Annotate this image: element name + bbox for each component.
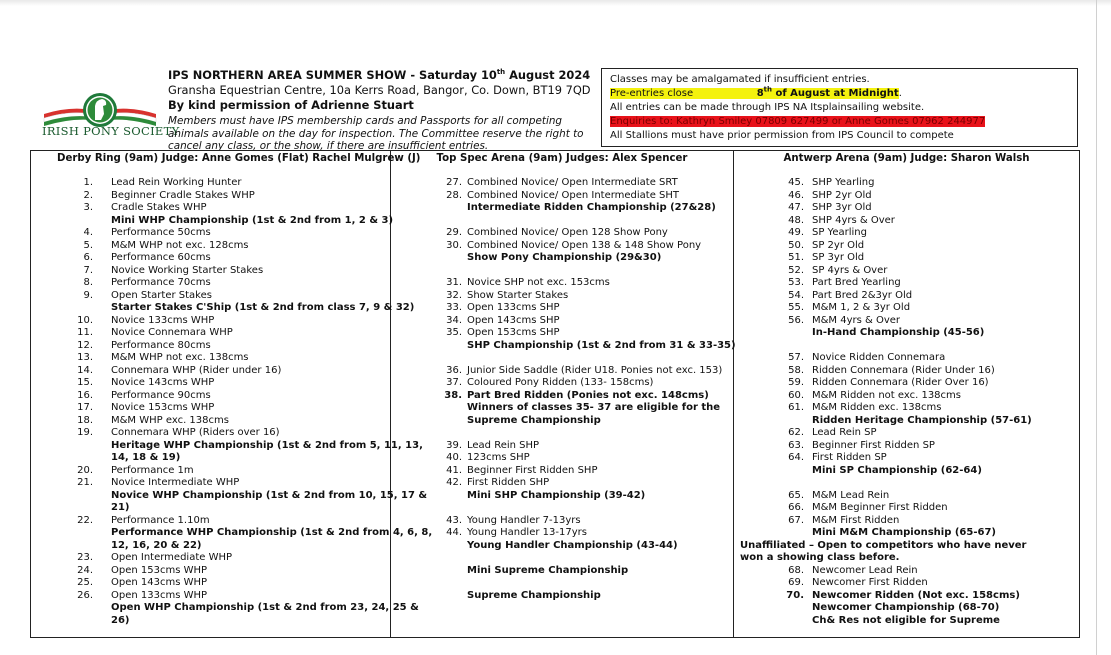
class-row [31,552,390,565]
amalgamation-note: Classes may be amalgamated if insufficient entries. [610,74,870,85]
class-number: 19. [77,427,93,438]
class-number: 22. [77,514,93,526]
class-number: 32. [446,289,462,301]
championship-row [391,339,736,353]
class-row [31,340,390,353]
championship-name: Performance WHP Championship (1st & 2nd from 4, 6, 8, [111,527,433,538]
championship-row [391,565,733,578]
class-row [31,315,390,328]
class-name: Newcomer First Ridden [812,577,928,588]
class-row [734,565,1079,578]
class-row [31,390,390,403]
class-number: 54. [788,289,804,301]
class-name: Lead Rein SHP [467,439,540,451]
class-name: Connemara WHP (Riders over 16) [111,427,280,438]
stallions-note: All Stallions must have prior permission from IPS Council to compete [610,130,954,141]
class-row [31,327,390,340]
class-number: 7. [83,264,93,276]
championship-row [391,402,733,415]
championship-row [391,202,733,215]
class-number: 51. [788,252,804,263]
class-name: Lead Rein SP [812,427,877,438]
class-name: Part Bred Ridden (Ponies not exc. 148cms) [467,389,709,401]
championship-name: Mini Supreme Championship [467,564,629,576]
class-number: 4. [83,227,93,238]
class-row [734,365,1079,378]
antwerp-arena-heading: Antwerp Arena (9am) Judge: Sharon Walsh [783,153,1030,164]
class-name: Performance 50cms [111,227,211,238]
class-row [734,377,1079,390]
class-number: 15. [77,377,93,388]
class-row [391,477,733,490]
class-row [734,302,1079,315]
class-row [734,502,1079,515]
championship-row [734,527,1079,540]
class-name: Combined Novice/ Open 128 Show Pony [467,227,668,238]
class-name: Combined Novice/ Open Intermediate SHT [467,189,680,201]
pre-entries-line: Pre-entries close 8th of August at Midnight. [610,85,902,99]
class-row [31,202,390,215]
class-name: SHP Yearling [812,177,875,188]
class-row [31,565,390,578]
class-number: 55. [788,302,804,313]
championship-row [31,439,423,453]
class-row [734,490,1079,503]
championship-row [31,602,419,615]
class-name: Performance 1m [111,464,194,476]
class-number: 11. [77,327,93,338]
class-row [391,515,733,528]
championship-name: Intermediate Ridden Championship (27&28) [467,202,716,213]
class-name: 123cms SHP [467,452,530,463]
spacer [391,502,733,515]
spacer [391,265,733,278]
class-row [734,290,1079,303]
class-number: 63. [788,439,804,451]
championship-name: Newcomer Championship (68-70) [812,602,1000,613]
class-name: SP 3yr Old [812,252,865,263]
class-row [31,427,390,440]
class-row [31,352,390,365]
class-row [734,190,1079,203]
class-name: Novice Ridden Connemara [812,352,946,363]
class-name: SHP 4yrs & Over [812,214,895,226]
class-number: 36. [446,364,462,376]
class-name: SP Yearling [812,227,867,238]
championship-name: Supreme Championship [467,414,601,426]
class-row [391,377,733,390]
class-row [734,265,1079,278]
championship-row [391,490,733,503]
class-number: 2. [83,189,93,201]
class-name: SHP 3yr Old [812,202,872,213]
championship-name: 12, 16, 20 & 22) [111,539,202,551]
class-row [391,277,733,290]
class-row [734,315,1079,328]
championship-row [31,489,428,503]
class-name: M&M WHP exc. 138cms [111,414,229,426]
top-spec-arena-column [391,151,734,637]
championship-name: Mini SHP Championship (39-42) [467,489,646,501]
class-row [31,590,390,603]
class-name: Part Bred 2&3yr Old [812,289,913,301]
show-title: IPS NORTHERN AREA SUMMER SHOW - Saturday 10th August 2024 [168,68,591,82]
show-address: Gransha Equestrian Centre, 10a Kerrs Road, Bangor, Co. Down, BT19 7QD [168,83,591,97]
class-name: Open 143cms WHP [111,577,208,588]
class-name: Connemara WHP (Rider under 16) [111,364,282,376]
championship-row [734,602,1079,615]
championship-name: SHP Championship (1st & 2nd from 31 & 33-35) [467,339,736,351]
class-number: 31. [446,277,462,288]
class-name: Combined Novice/ Open Intermediate SRT [467,177,678,188]
class-number: 16. [77,389,93,401]
class-number: 34. [446,314,462,326]
class-number: 24. [77,564,93,576]
class-row [31,465,390,478]
class-name: Novice Connemara WHP [111,327,233,338]
championship-name: Young Handler Championship (43-44) [467,539,678,551]
class-name: SP 4yrs & Over [812,264,888,276]
class-name: Ridden Connemara (Rider Over 16) [812,377,989,388]
class-row [391,240,733,253]
class-name: Open Intermediate WHP [111,552,233,563]
class-row [391,302,733,315]
class-row [391,290,733,303]
class-name: M&M Ridden not exc. 138cms [812,389,961,401]
derby-ring-column [31,151,433,637]
class-row [31,240,390,253]
class-row [734,352,1079,365]
class-name: Open 153cms WHP [111,564,208,576]
class-number: 66. [788,502,804,513]
championship-name: Supreme Championship [467,589,601,601]
class-row [391,452,733,465]
class-number: 30. [446,239,462,251]
class-number: 49. [788,227,804,238]
championship-name: Open WHP Championship (1st & 2nd from 23, 24, 25 & [111,602,419,613]
class-row [734,402,1079,415]
class-row [31,515,390,528]
class-number: 53. [788,277,804,288]
class-number: 44. [446,527,462,538]
class-row [31,265,390,278]
top-edge [0,0,1111,6]
class-row [734,227,1079,240]
class-row [391,315,733,328]
class-name: Novice SHP not exc. 153cms [467,277,610,288]
class-name: Young Handler 13-17yrs [467,527,587,538]
championship-row [31,527,433,540]
championship-row [734,327,1079,340]
class-name: Novice Working Starter Stakes [111,264,264,276]
class-name: Newcomer Ridden (Not exc. 158cms) [812,589,1020,601]
championship-name: Mini WHP Championship (1st & 2nd from 1, 2 & 3) [111,214,394,226]
class-row [734,440,1079,453]
class-number: 50. [788,239,804,251]
class-name: Novice 143cms WHP [111,377,215,388]
class-number: 67. [788,514,804,526]
class-number: 28. [446,189,462,201]
championship-name: In-Hand Championship (45-56) [812,327,985,338]
championship-name: Starter Stakes C'Ship (1st & 2nd from class 7, 9 & 32) [111,302,415,313]
class-number: 35. [446,327,462,338]
spacer [391,552,733,565]
class-row [734,177,1079,190]
entries-website-line: All entries can be made through IPS NA Itsplainsailing website. [610,102,925,113]
championship-row [31,452,390,465]
championship-name: Ridden Heritage Championship (57-61) [812,414,1032,426]
championship-row [31,302,415,315]
championship-name: 21) [111,502,130,513]
championship-row [31,615,390,628]
class-name: Novice 133cms WHP [111,314,215,326]
membership-note: Members must have IPS membership cards and Passports for all competing animals available on the day for inspection. The Committee reserve the right to cancel any class, or the show, if there are insufficient entries. [168,115,584,152]
class-name: Part Bred Yearling [812,277,901,288]
page-edge [1096,0,1097,655]
class-number: 13. [77,352,93,363]
class-number: 48. [788,214,804,226]
class-number: 47. [788,202,804,213]
championship-name: Mini M&M Championship (65-67) [812,527,996,538]
class-number: 68. [788,564,804,576]
unaffiliated-note: Unaffiliated – Open to competitors who have never won a showing class before. [740,539,1027,563]
championship-name: Show Pony Championship (29&30) [467,252,662,263]
derby-ring-classes [31,177,433,627]
class-number: 25. [77,577,93,588]
class-name: Novice Intermediate WHP [111,477,240,488]
top-spec-arena-heading: Top Spec Arena (9am) Judges: Alex Spencer [436,153,688,164]
class-row [391,527,733,540]
class-row [734,452,1079,465]
spacer [391,352,733,365]
class-row [734,202,1079,215]
class-name: Newcomer Lead Rein [812,564,918,576]
spacer [391,577,733,590]
class-name: Performance 1.10m [111,514,210,526]
class-row [734,252,1079,265]
class-row [734,215,1079,228]
class-number: 57. [788,352,804,363]
class-number: 59. [788,377,804,388]
class-row [734,277,1079,290]
class-name: Performance 70cms [111,277,211,288]
class-name: Open 133cms SHP [467,302,560,313]
championship-name: Novice WHP Championship (1st & 2nd from 10, 15, 17 & [111,489,428,501]
championship-row [734,615,1079,628]
class-number: 10. [77,314,93,326]
championship-name: Mini SP Championship (62-64) [812,464,982,476]
class-name: Beginner First Ridden SHP [467,464,598,476]
antwerp-arena-classes [734,177,1079,627]
class-name: M&M Lead Rein [812,489,890,501]
class-name: M&M Beginner First Ridden [812,502,948,513]
show-header [168,68,598,153]
class-number: 17. [77,402,93,413]
class-number: 45. [788,177,804,188]
class-row [31,252,390,265]
class-name: M&M WHP not exc. 128cms [111,239,249,251]
championship-row [391,590,733,603]
class-name: Performance 80cms [111,339,211,351]
class-row [391,327,733,340]
class-row [734,390,1079,403]
spacer [734,340,1079,353]
class-number: 1. [83,177,93,188]
class-name: Beginner Cradle Stakes WHP [111,189,255,201]
class-number: 41. [446,464,462,476]
class-number: 64. [788,452,804,463]
spacer [391,215,733,228]
class-number: 21. [77,477,93,488]
class-name: Junior Side Saddle (Rider U18. Ponies not exc. 153) [467,364,723,376]
class-number: 20. [77,464,93,476]
class-name: Performance 60cms [111,252,211,263]
class-number: 60. [788,389,804,401]
class-name: Novice 153cms WHP [111,402,215,413]
class-row [391,390,733,403]
championship-name: 26) [111,614,130,626]
class-row [31,415,390,428]
class-number: 61. [788,402,804,413]
class-name: Open Starter Stakes [111,289,212,301]
logo-text: IRISH PONY SOCIETY [42,124,180,138]
class-number: 3. [83,202,93,213]
class-row [31,402,390,415]
class-row [734,515,1079,528]
class-number: 38. [444,389,462,401]
class-row [734,590,1079,603]
class-name: Young Handler 7-13yrs [467,514,581,526]
class-number: 56. [788,314,804,326]
class-name: Coloured Pony Ridden (133- 158cms) [467,377,654,388]
championship-row [391,415,733,428]
class-number: 12. [77,339,93,351]
class-number: 58. [788,364,804,376]
class-row [31,227,390,240]
class-number: 40. [446,452,462,463]
class-name: Ridden Connemara (Rider Under 16) [812,364,995,376]
class-name: First Ridden SHP [467,477,550,488]
class-name: SP 2yr Old [812,239,865,251]
class-number: 69. [788,577,804,588]
class-row [31,477,390,490]
class-name: M&M 4yrs & Over [812,314,901,326]
class-name: Beginner First Ridden SP [812,439,935,451]
permission-line: By kind permission of Adrienne Stuart [168,98,414,112]
class-number: 42. [446,477,462,488]
championship-row [734,415,1079,428]
derby-ring-heading: Derby Ring (9am) Judge: Anne Gomes (Flat) Rachel Mulgrew (J) [57,153,421,164]
class-number: 70. [786,589,804,601]
class-number: 6. [83,252,93,263]
class-number: 9. [83,289,93,301]
championship-name: Heritage WHP Championship (1st & 2nd from 5, 11, 13, [111,439,423,451]
class-row [31,277,390,290]
class-row [31,177,390,190]
class-name: First Ridden SP [812,452,887,463]
class-number: 23. [77,552,93,563]
spacer [734,477,1079,490]
class-number: 29. [446,227,462,238]
class-row [391,440,733,453]
championship-row [31,540,390,553]
class-number: 65. [788,489,804,501]
championship-name: 14, 18 & 19) [111,452,181,463]
class-number: 37. [446,377,462,388]
class-row [734,240,1079,253]
class-number: 46. [788,189,804,201]
pony-emblem-icon [83,93,117,127]
class-number: 8. [83,277,93,288]
class-name: Open 153cms SHP [467,327,560,338]
class-name: M&M First Ridden [812,514,900,526]
class-row [31,190,390,203]
class-name: Combined Novice/ Open 138 & 148 Show Pony [467,239,702,251]
class-name: SHP 2yr Old [812,189,872,201]
class-row [31,577,390,590]
spacer [391,427,733,440]
info-box [601,68,1078,147]
class-number: 5. [83,239,93,251]
class-number: 43. [446,514,462,526]
class-number: 52. [788,264,804,276]
class-row [391,227,733,240]
championship-row [31,214,394,228]
class-name: M&M WHP not exc. 138cms [111,352,249,363]
class-name: M&M 1, 2 & 3yr Old [812,302,911,313]
class-row [391,190,733,203]
class-row [31,365,390,378]
championship-name: Ch& Res not eligible for Supreme [812,614,1000,626]
class-number: 18. [77,414,93,426]
class-row [31,290,390,303]
class-number: 39. [446,439,462,451]
class-row [734,427,1079,440]
championship-row [391,252,733,265]
championship-row [31,502,390,515]
class-name: Open 133cms WHP [111,589,208,601]
class-number: 26. [77,589,93,601]
class-row [391,177,733,190]
class-name: Performance 90cms [111,389,211,401]
class-row [391,365,733,378]
class-number: 33. [446,302,462,313]
championship-row [734,465,1079,478]
class-name: Open 143cms SHP [467,314,560,326]
class-name: Lead Rein Working Hunter [111,177,242,188]
class-schedule-table [30,150,1080,638]
class-name: Cradle Stakes WHP [111,202,207,213]
class-number: 62. [788,427,804,438]
class-row [734,577,1079,590]
class-number: 27. [446,177,462,188]
antwerp-arena-column [734,151,1079,637]
class-row [31,377,390,390]
top-spec-arena-classes [391,177,736,602]
class-number: 14. [77,364,93,376]
class-row [391,465,733,478]
championship-row [391,540,733,553]
championship-name: Winners of classes 35- 37 are eligible for the [467,402,721,413]
class-name: M&M Ridden exc. 138cms [812,402,942,413]
enquiries-line: Enquiries to: Kathryn Smiley 07809 627499 or Anne Gomes 07962 244977 [610,116,986,127]
class-name: Show Starter Stakes [467,289,569,301]
